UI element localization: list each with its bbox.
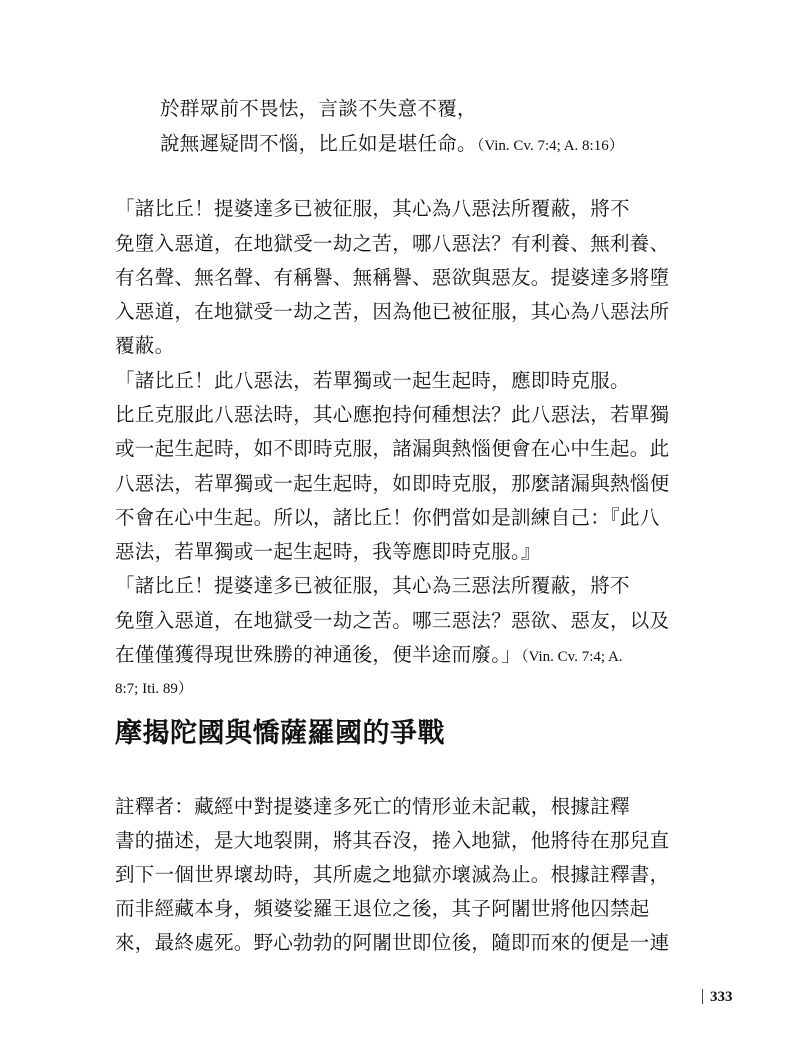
verse-text: 說無遲疑問不惱，比丘如是堪任命。 [160,132,477,155]
page-number: 333 [710,989,733,1005]
paragraph-line: 入惡道，在地獄受一劫之苦，因為他已被征服，其心為八惡法所 [115,300,670,323]
citation-reference: （Vin. Cv. 7:4; A. [521,649,623,665]
paragraph-line: 八惡法，若單獨或一起生起時，如即時克服，那麼諸漏與熱惱便 [115,472,670,495]
paragraph-line: 惡法，若單獨或一起生起時，我等應即時克服。』 [115,540,541,563]
citation-continuation: 8:7; Iti. 89） [115,681,193,697]
page-number-rule [702,989,703,1004]
commentary-line: 書的描述，是大地裂開，將其吞沒，捲入地獄，他將待在那兒直 [115,829,670,852]
commentary-line: 註釋者：藏經中對提婆達多死亡的情形並未記載，根據註釋 [115,795,630,818]
paragraph-line: 有名聲、無名聲、有稱譽、無稱譽、惡欲與惡友。提婆達多將墮 [115,266,670,289]
verse-reference: （Vin. Cv. 7:4; A. 8:16） [476,138,624,154]
paragraph-line: 「諸比丘！提婆達多已被征服，其心為八惡法所覆蔽，將不 [115,197,630,220]
paragraph-line [115,642,705,670]
verse-line [160,131,750,159]
commentary-line: 而非經藏本身，頻婆娑羅王退位之後，其子阿闍世將他囚禁起 [115,897,650,920]
paragraph-line: 「諸比丘！此八惡法，若單獨或一起生起時，應即時克服。 [115,369,630,392]
paragraph-line: 不會在心中生起。所以，諸比丘！你們當如是訓練自己：『此八 [115,506,660,529]
section-heading: 摩揭陀國與憍薩羅國的爭戰 [115,718,445,749]
paragraph-line: 或一起生起時，如不即時克服，諸漏與熱惱便會在心中生起。此 [115,437,670,460]
paragraph-text: 在僅僅獲得現世殊勝的神通後，便半途而廢。」 [115,643,522,666]
commentary-line: 到下一個世界壞劫時，其所處之地獄亦壞滅為止。根據註釋書， [115,863,670,886]
paragraph-line: 比丘克服此八惡法時，其心應抱持何種想法？此八惡法，若單獨 [115,403,670,426]
paragraph-line: 覆蔽。 [115,334,175,357]
paragraph-line: 免墮入惡道，在地獄受一劫之苦。哪三惡法？惡欲、惡友，以及 [115,609,670,632]
paragraph-line: 免墮入惡道，在地獄受一劫之苦，哪八惡法？有利養、無利養、 [115,232,670,255]
commentary-line: 來，最終處死。野心勃勃的阿闍世即位後，隨即而來的便是一連 [115,931,670,954]
verse-line: 於群眾前不畏怯，言談不失意不覆， [160,97,477,120]
paragraph-line: 「諸比丘！提婆達多已被征服，其心為三惡法所覆蔽，將不 [115,574,630,597]
